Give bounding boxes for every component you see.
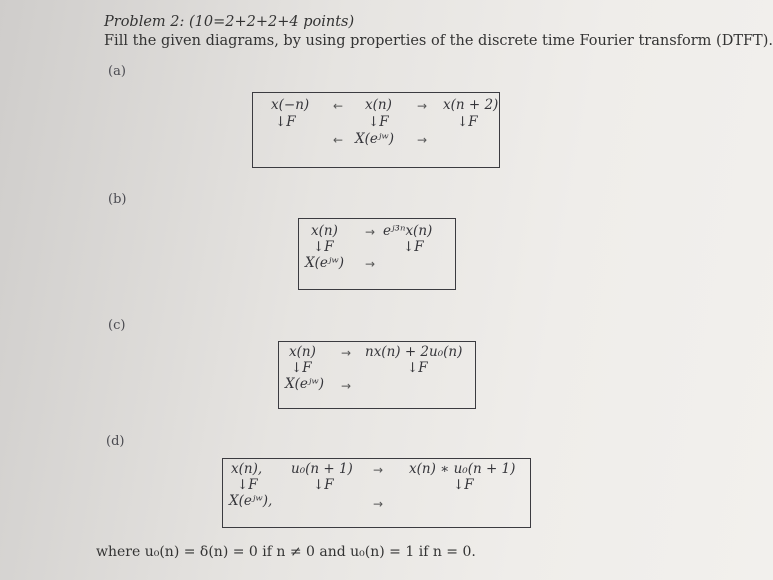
part-b-label: (b) (108, 192, 127, 207)
a-right-arrow-2: → (417, 133, 428, 147)
c-x-n: x(n) (289, 344, 316, 360)
d-x-n: x(n), (231, 461, 263, 477)
a-down-F-1: ↓F (275, 114, 296, 130)
diagram-a-box (252, 92, 500, 168)
d-down-F-2: ↓F (313, 477, 334, 493)
b-right-arrow-2: → (365, 257, 376, 271)
b-down-F-1: ↓F (313, 239, 334, 255)
a-down-F-3: ↓F (457, 114, 478, 130)
c-down-F-2: ↓F (407, 360, 428, 376)
b-right-arrow-1: → (365, 225, 376, 239)
b-X: X(eʲʷ) (305, 255, 344, 271)
c-right-arrow-1: → (341, 346, 352, 360)
a-x-n-plus-2: x(n + 2) (443, 97, 499, 113)
d-u0: u₀(n + 1) (291, 461, 353, 477)
c-expr: nx(n) + 2u₀(n) (365, 344, 463, 360)
a-down-F-2: ↓F (368, 114, 389, 130)
d-right-arrow-1: → (373, 463, 384, 477)
d-down-F-1: ↓F (237, 477, 258, 493)
problem-title (104, 14, 354, 30)
a-left-arrow-1: ← (333, 99, 344, 113)
problem-title-text: Problem 2: (10=2+2+2+4 points) (104, 14, 355, 30)
a-right-arrow-1: → (417, 99, 428, 113)
b-x-n: x(n) (311, 223, 338, 239)
diagram-c-box (278, 341, 476, 409)
a-x-n: x(n) (365, 97, 392, 113)
part-c-label: (c) (108, 318, 126, 333)
a-X: X(eʲʷ) (355, 131, 394, 147)
d-conv: x(n) ∗ u₀(n + 1) (409, 461, 516, 477)
diagram-d-box (222, 458, 531, 528)
d-right-arrow-2: → (373, 497, 384, 511)
d-down-F-3: ↓F (453, 477, 474, 493)
d-X: X(eʲʷ), (229, 493, 273, 509)
footnote-definition: where u₀(n) = δ(n) = 0 if n ≠ 0 and u₀(n) = 1 if n = 0. (96, 544, 476, 560)
b-exp-x-n: eʲ³ⁿx(n) (383, 223, 433, 239)
a-left-arrow-2: ← (333, 133, 344, 147)
problem-instructions: Fill the given diagrams, by using properties of the discrete time Fourier transform (DTFT). (104, 33, 773, 49)
c-right-arrow-2: → (341, 379, 352, 393)
c-down-F-1: ↓F (291, 360, 312, 376)
c-X: X(eʲʷ) (285, 376, 324, 392)
b-down-F-2: ↓F (403, 239, 424, 255)
part-a-label: (a) (108, 64, 126, 79)
a-x-neg-n: x(−n) (271, 97, 310, 113)
part-d-label: (d) (106, 434, 125, 449)
diagram-b-box (298, 218, 456, 290)
